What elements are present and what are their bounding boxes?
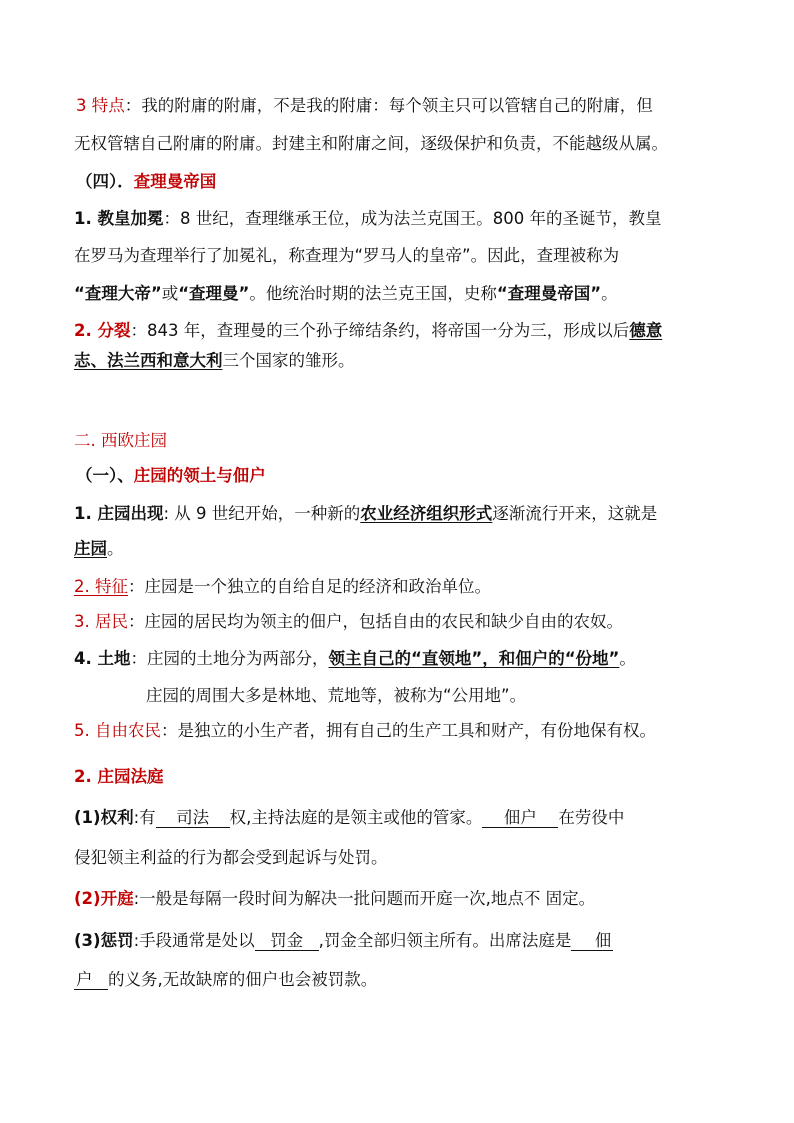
manor-p2: 2. 特征：庄园是一个独立的自给自足的经济和政治单位。	[74, 577, 491, 596]
court-session: (2)开庭:一般是每隔一段时间为解决一批问题而开庭一次,地点不 固定。	[74, 889, 596, 908]
crown-line2: 在罗马为查理举行了加冕礼，称查理为“罗马人的皇帝”。因此，查理被称为	[74, 246, 620, 265]
manor-p1-line1: 1. 庄园出现: 从 9 世纪开始，一种新的农业经济组织形式逐渐流行开来，这就是	[74, 504, 658, 523]
court-penalty-line1: (3)惩罚:手段通常是处以 罚金 ,罚金全部归领主所有。出席法庭是 佃	[74, 931, 612, 950]
manor-p1-line2: 庄园。	[74, 539, 124, 558]
manor-p4-line1: 4. 土地：庄园的土地分为两部分，领主自己的“直领地”，和佃户的“份地”。	[74, 649, 636, 668]
manor-p3: 3. 居民：庄园的居民均为领主的佃户，包括自由的农民和缺少自由的农奴。	[74, 612, 623, 631]
charlemagne-heading-title: 查理曼帝国	[133, 172, 217, 191]
penalty-blank-2b: 户	[74, 971, 108, 990]
manor-p5: 5. 自由农民：是独立的小生产者，拥有自己的生产工具和财产，有份地保有权。	[74, 721, 656, 740]
penalty-blank-2a: 佃	[571, 932, 613, 951]
court-rights-line1: (1)权利:有 司法 权,主持法庭的是领主或他的管家。 佃户 在劳役中	[74, 808, 625, 827]
rights-blank-2: 佃户	[482, 809, 558, 828]
feudal-trait-line1: 3 特点：我的附庸的附庸，不是我的附庸：每个领主只可以管辖自己的附庸，但	[76, 96, 653, 115]
manor-section-title: 二. 西欧庄园	[74, 431, 167, 450]
feudal-trait-label: 3 特点	[76, 96, 125, 115]
court-penalty-line2: 户 的义务,无故缺席的佃户也会被罚款。	[76, 970, 378, 989]
split-line2: 志、法兰西和意大利三个国家的雏形。	[74, 351, 355, 370]
crown-label: 1. 教皇加冕	[74, 209, 164, 228]
charlemagne-heading: （四）．查理曼帝国	[76, 172, 217, 191]
rights-blank-1: 司法	[156, 809, 230, 828]
manor-p4-line2: 庄园的周围大多是林地、荒地等，被称为“公用地”。	[146, 686, 527, 705]
crown-line1: 1. 教皇加冕：8 世纪，查理继承王位，成为法兰克国王。800 年的圣诞节，教皇	[74, 209, 662, 228]
penalty-blank-1: 罚金	[255, 932, 319, 951]
feudal-trait-line2: 无权管辖自己附庸的附庸。封建主和附庸之间，逐级保护和负责，不能越级从属。	[74, 134, 668, 153]
split-label: 2. 分裂	[74, 321, 131, 340]
split-line1: 2. 分裂：843 年，查理曼的三个孙子缔结条约，将帝国一分为三，形成以后德意	[74, 321, 663, 340]
court-rights-line2: 侵犯领主利益的行为都会受到起诉与处罚。	[74, 848, 388, 867]
court-heading: 2. 庄园法庭	[74, 767, 164, 786]
manor-sub1-heading: （一）、庄园的领土与佃户	[76, 466, 266, 485]
crown-line3: “查理大帝”或“查理曼”。他统治时期的法兰克王国，史称“查理曼帝国”。	[74, 284, 618, 303]
